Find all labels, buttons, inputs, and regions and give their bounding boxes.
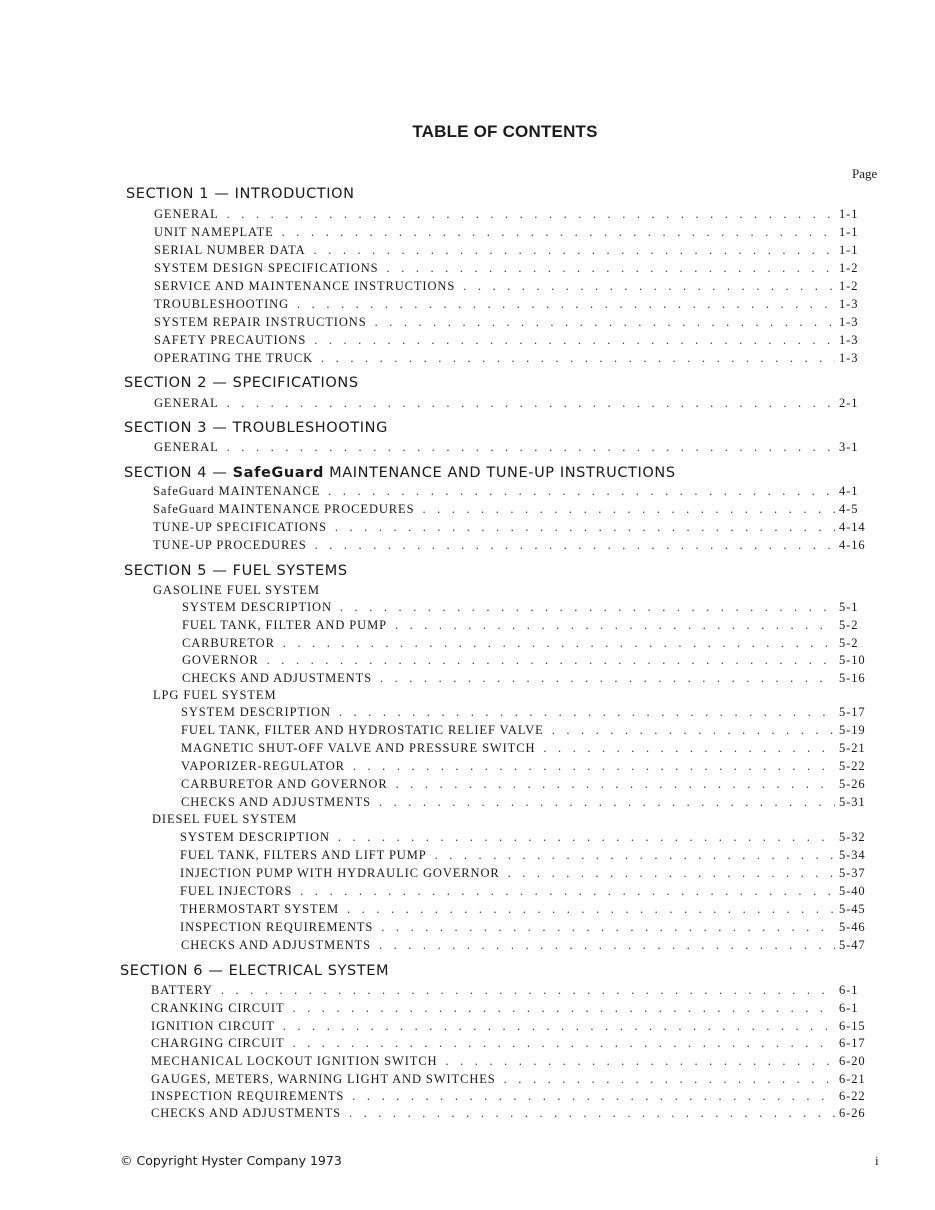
toc-entry-page: 5-1 xyxy=(839,600,859,614)
toc-entry[interactable] xyxy=(182,636,879,653)
section-1-heading xyxy=(126,186,355,202)
toc-entry-page: 5-26 xyxy=(839,777,866,791)
toc-entry-page: 5-16 xyxy=(839,671,866,685)
toc-entry-page: 6-17 xyxy=(839,1036,866,1050)
toc-entry-text: BATTERY xyxy=(151,983,213,997)
toc-entry-page: 4-1 xyxy=(839,484,859,498)
dot-leader xyxy=(353,759,835,774)
toc-entry[interactable] xyxy=(153,538,879,555)
dot-leader xyxy=(396,777,835,792)
dot-leader xyxy=(227,207,835,222)
subsection-label: DIESEL FUEL SYSTEM xyxy=(152,812,298,826)
toc-entry-page: 1-1 xyxy=(839,207,859,221)
toc-entry-text: TUNE-UP PROCEDURES xyxy=(153,538,307,552)
toc-entry-page: 5-34 xyxy=(839,848,866,862)
toc-entry-text: CARBURETOR AND GOVERNOR xyxy=(181,777,388,791)
toc-entry[interactable] xyxy=(151,1054,879,1071)
dot-leader xyxy=(340,600,835,615)
dot-leader xyxy=(380,671,835,686)
toc-entry-page: 1-3 xyxy=(839,297,859,311)
toc-entry-text: CHECKS AND ADJUSTMENTS xyxy=(181,795,371,809)
toc-entry[interactable] xyxy=(180,884,879,901)
toc-entry[interactable] xyxy=(181,759,879,776)
toc-entry-page: 5-21 xyxy=(839,741,866,755)
toc-entry[interactable] xyxy=(180,830,879,847)
toc-entry-page: 5-22 xyxy=(839,759,866,773)
toc-entry[interactable] xyxy=(182,618,879,635)
toc-entry-page: 5-45 xyxy=(839,902,866,916)
toc-entry[interactable] xyxy=(154,207,879,224)
dot-leader xyxy=(508,866,835,881)
toc-entry-text: FUEL TANK, FILTERS AND LIFT PUMP xyxy=(180,848,427,862)
dot-leader xyxy=(395,618,835,633)
dot-leader xyxy=(435,848,835,863)
toc-entry[interactable] xyxy=(181,723,879,740)
section-number: SECTION 2 — xyxy=(124,375,233,391)
section-number: SECTION 6 — xyxy=(120,963,229,979)
toc-entry-page: 6-1 xyxy=(839,983,859,997)
toc-entry-page: 5-2 xyxy=(839,636,859,650)
toc-entry-text: GAUGES, METERS, WARNING LIGHT AND SWITCHES xyxy=(151,1072,496,1086)
toc-entry[interactable] xyxy=(153,502,879,519)
toc-entry-page: 5-19 xyxy=(839,723,866,737)
dot-leader xyxy=(338,830,835,845)
toc-entry-page: 5-2 xyxy=(839,618,859,632)
toc-entry[interactable] xyxy=(154,261,879,278)
dot-leader xyxy=(339,705,835,720)
toc-entry-text: TROUBLESHOOTING xyxy=(154,297,290,311)
toc-entry-page: 6-15 xyxy=(839,1019,866,1033)
dot-leader xyxy=(267,653,835,668)
toc-entry-page: 6-22 xyxy=(839,1089,866,1103)
toc-entry-text: GENERAL xyxy=(154,440,219,454)
toc-entry[interactable] xyxy=(181,938,879,955)
toc-entry[interactable] xyxy=(154,440,879,457)
section-title: MAINTENANCE AND TUNE-UP INSTRUCTIONS xyxy=(323,465,676,481)
dot-leader xyxy=(315,538,835,553)
toc-entry-text: SafeGuard MAINTENANCE xyxy=(153,484,321,498)
toc-entry-text: GOVERNOR xyxy=(182,653,259,667)
dot-leader xyxy=(314,333,835,348)
toc-entry-text: CHECKS AND ADJUSTMENTS xyxy=(181,938,371,952)
toc-entry-text: SYSTEM DESCRIPTION xyxy=(181,705,331,719)
toc-entry[interactable] xyxy=(181,777,879,794)
toc-entry-text: IGNITION CIRCUIT xyxy=(151,1019,275,1033)
toc-entry[interactable] xyxy=(154,297,879,314)
section-3-heading xyxy=(124,420,388,436)
toc-entry-text: MAGNETIC SHUT-OFF VALVE AND PRESSURE SWITCH xyxy=(181,741,536,755)
toc-entry-text: CHARGING CIRCUIT xyxy=(151,1036,285,1050)
page-number: i xyxy=(875,1153,879,1168)
toc-entry-text: CARBURETOR xyxy=(182,636,275,650)
toc-entry-page: 5-31 xyxy=(839,795,866,809)
toc-entry-text: FUEL TANK, FILTER AND HYDROSTATIC RELIEF VALVE xyxy=(181,723,544,737)
toc-entry[interactable] xyxy=(181,705,879,722)
toc-entry-page: 6-26 xyxy=(839,1106,866,1120)
dot-leader xyxy=(504,1072,835,1087)
toc-entry[interactable] xyxy=(180,848,879,865)
toc-entry-page: 5-47 xyxy=(839,938,866,952)
brand-name: SafeGuard xyxy=(232,465,324,481)
toc-entry-text: CHECKS AND ADJUSTMENTS xyxy=(182,671,372,685)
dot-leader xyxy=(293,1036,836,1051)
toc-entry-page: 1-2 xyxy=(839,261,859,275)
dot-leader xyxy=(552,723,835,738)
toc-entry-page: 1-3 xyxy=(839,333,859,347)
toc-entry-text: SafeGuard MAINTENANCE PROCEDURES xyxy=(153,502,415,516)
section-title: INTRODUCTION xyxy=(234,186,355,202)
dot-leader xyxy=(381,920,835,935)
toc-entry[interactable] xyxy=(154,351,879,368)
dot-leader xyxy=(293,1001,836,1016)
toc-entry-text: INSPECTION REQUIREMENTS xyxy=(180,920,374,934)
section-title: ELECTRICAL SYSTEM xyxy=(228,963,390,979)
toc-entry[interactable] xyxy=(154,333,879,350)
toc-entry-page: 1-1 xyxy=(839,243,859,257)
dot-leader xyxy=(314,243,835,258)
toc-entry-page: 6-21 xyxy=(839,1072,866,1086)
toc-entry-text: SYSTEM DESCRIPTION xyxy=(182,600,332,614)
toc-entry[interactable] xyxy=(151,1019,879,1036)
section-title: SPECIFICATIONS xyxy=(232,375,359,391)
dot-leader xyxy=(349,1106,835,1121)
toc-entry-text: CHECKS AND ADJUSTMENTS xyxy=(151,1106,341,1120)
toc-entry-page: 4-5 xyxy=(839,502,859,516)
toc-entry-text: FUEL TANK, FILTER AND PUMP xyxy=(182,618,387,632)
dot-leader xyxy=(297,297,835,312)
dot-leader xyxy=(300,884,835,899)
toc-entry-page: 3-1 xyxy=(839,440,859,454)
subsection-label: GASOLINE FUEL SYSTEM xyxy=(153,583,320,597)
copyright-notice: © Copyright Hyster Company 1973 xyxy=(120,1153,342,1168)
toc-entry-page: 1-1 xyxy=(839,225,859,239)
toc-entry-page: 4-14 xyxy=(839,520,866,534)
toc-entry-text: CRANKING CIRCUIT xyxy=(151,1001,285,1015)
toc-entry-text: MECHANICAL LOCKOUT IGNITION SWITCH xyxy=(151,1054,438,1068)
toc-entry-text: INJECTION PUMP WITH HYDRAULIC GOVERNOR xyxy=(180,866,500,880)
section-number: SECTION 5 — xyxy=(124,563,233,579)
toc-entry-text: SERIAL NUMBER DATA xyxy=(154,243,306,257)
toc-entry[interactable] xyxy=(182,653,879,670)
dot-leader xyxy=(227,440,835,455)
dot-leader xyxy=(422,502,835,517)
toc-entry-text: THERMOSTART SYSTEM xyxy=(180,902,340,916)
toc-entry-text: OPERATING THE TRUCK xyxy=(154,351,314,365)
dot-leader xyxy=(387,261,835,276)
dot-leader xyxy=(227,396,835,411)
toc-entry-page: 5-10 xyxy=(839,653,866,667)
toc-entry-page: 2-1 xyxy=(839,396,859,410)
dot-leader xyxy=(282,225,835,240)
dot-leader xyxy=(379,795,835,810)
toc-entry[interactable] xyxy=(154,243,879,260)
toc-entry-text: INSPECTION REQUIREMENTS xyxy=(151,1089,345,1103)
toc-entry-text: SAFETY PRECAUTIONS xyxy=(154,333,307,347)
toc-entry-page: 5-37 xyxy=(839,866,866,880)
toc-entry[interactable] xyxy=(151,983,879,1000)
toc-entry-text: GENERAL xyxy=(154,207,219,221)
page-column-label: Page xyxy=(852,166,878,181)
toc-entry-page: 6-20 xyxy=(839,1054,866,1068)
toc-entry[interactable] xyxy=(181,741,879,758)
toc-entry[interactable] xyxy=(153,484,879,501)
toc-entry-text: SYSTEM DESIGN SPECIFICATIONS xyxy=(154,261,379,275)
toc-entry-text: SYSTEM DESCRIPTION xyxy=(180,830,330,844)
subsection-label: LPG FUEL SYSTEM xyxy=(153,688,277,702)
dot-leader xyxy=(352,1089,835,1104)
toc-entry[interactable] xyxy=(151,1072,879,1089)
toc-entry[interactable] xyxy=(151,1089,879,1106)
toc-entry-page: 5-46 xyxy=(839,920,866,934)
toc-entry-page: 1-2 xyxy=(839,279,859,293)
toc-entry[interactable] xyxy=(182,671,879,688)
toc-entry-text: UNIT NAMEPLATE xyxy=(154,225,274,239)
toc-entry[interactable] xyxy=(151,1106,879,1123)
dot-leader xyxy=(283,636,835,651)
toc-entry-page: 5-17 xyxy=(839,705,866,719)
dot-leader xyxy=(375,315,835,330)
toc-entry-page: 5-32 xyxy=(839,830,866,844)
dot-leader xyxy=(321,351,835,366)
section-number: SECTION 1 — xyxy=(126,186,235,202)
toc-entry[interactable] xyxy=(151,1036,879,1053)
dot-leader xyxy=(335,520,835,535)
toc-entry-page: 5-40 xyxy=(839,884,866,898)
dot-leader xyxy=(283,1019,835,1034)
toc-entry-page: 4-16 xyxy=(839,538,866,552)
toc-entry[interactable] xyxy=(154,396,879,413)
section-title: TROUBLESHOOTING xyxy=(232,420,388,436)
toc-entry[interactable] xyxy=(180,866,879,883)
toc-entry[interactable] xyxy=(181,795,879,812)
dot-leader xyxy=(221,983,835,998)
section-6-heading xyxy=(120,963,389,979)
toc-entry[interactable] xyxy=(153,520,879,537)
toc-entry-text: SYSTEM REPAIR INSTRUCTIONS xyxy=(154,315,367,329)
toc-entry[interactable] xyxy=(154,315,879,332)
toc-entry[interactable] xyxy=(151,1001,879,1018)
section-2-heading xyxy=(124,375,359,391)
dot-leader xyxy=(328,484,835,499)
toc-entry-page: 1-3 xyxy=(839,351,859,365)
section-number: SECTION 3 — xyxy=(124,420,233,436)
dot-leader xyxy=(445,1054,835,1069)
toc-entry[interactable] xyxy=(180,920,879,937)
toc-entry-text: FUEL INJECTORS xyxy=(180,884,293,898)
toc-entry-page: 6-1 xyxy=(839,1001,859,1015)
dot-leader xyxy=(463,279,835,294)
toc-entry-text: TUNE-UP SPECIFICATIONS xyxy=(153,520,327,534)
section-number: SECTION 4 — xyxy=(124,465,233,481)
toc-entry-page: 1-3 xyxy=(839,315,859,329)
dot-leader xyxy=(379,938,835,953)
section-4-heading xyxy=(124,465,676,481)
toc-entry[interactable] xyxy=(180,902,879,919)
toc-entry-text: SERVICE AND MAINTENANCE INSTRUCTIONS xyxy=(154,279,456,293)
toc-entry[interactable] xyxy=(154,279,879,296)
section-5-heading xyxy=(124,563,348,579)
section-title: FUEL SYSTEMS xyxy=(232,563,348,579)
dot-leader xyxy=(543,741,835,756)
toc-entry-text: VAPORIZER-REGULATOR xyxy=(181,759,345,773)
toc-entry-text: GENERAL xyxy=(154,396,219,410)
dot-leader xyxy=(347,902,835,917)
toc-entry[interactable] xyxy=(154,225,879,242)
toc-entry[interactable] xyxy=(182,600,879,617)
page-title: TABLE OF CONTENTS xyxy=(412,122,598,141)
